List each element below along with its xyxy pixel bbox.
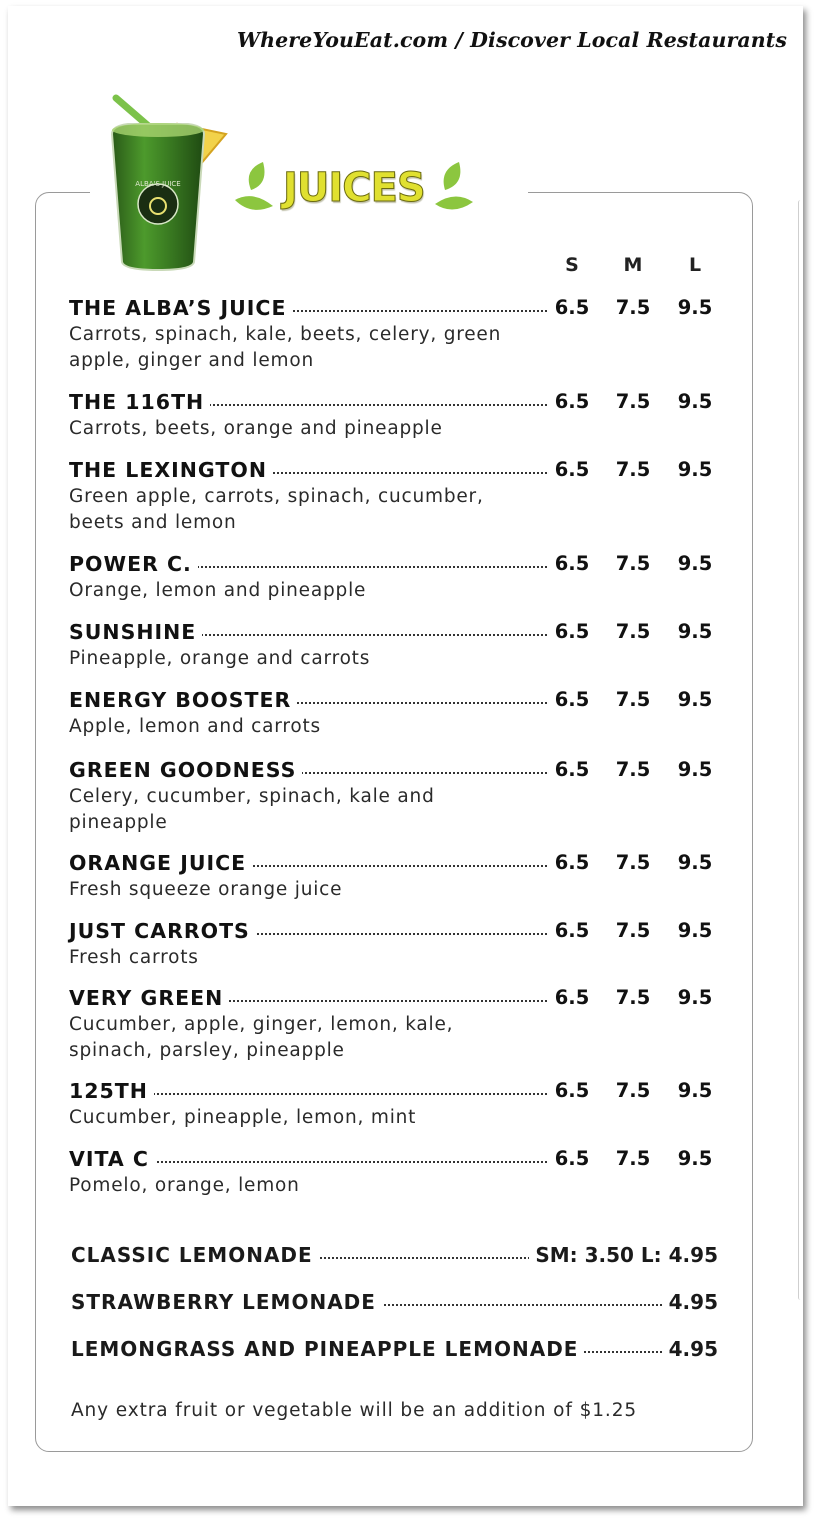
item-name: GREEN GOODNESS [69,758,302,782]
price-small: 6.5 [554,851,590,874]
menu-item [69,1147,719,1199]
menu-item [69,758,719,835]
lemonade-price: SM: 3.50 L: 4.95 [529,1243,718,1267]
menu-item-row [69,758,719,786]
item-description: Cucumber, pineapple, lemon, mint [69,1107,417,1128]
menu-item [69,390,719,442]
size-header-large: L [688,254,702,276]
price-large: 9.5 [677,919,713,942]
price-large: 9.5 [677,296,713,319]
lemonade-item [71,1243,718,1271]
lemonade-price: 4.95 [663,1290,718,1314]
item-description: Green apple, carrots, spinach, cucumber, beets and lemon [69,486,484,533]
item-description: Pineapple, orange and carrots [69,648,371,669]
menu-item-row [69,851,719,879]
item-description: Celery, cucumber, spinach, kale and pineapple [69,786,435,833]
menu-item [69,458,719,535]
price-medium: 7.5 [615,851,651,874]
item-name: THE LEXINGTON [69,458,273,482]
price-large: 9.5 [677,458,713,481]
menu-item [69,620,719,672]
menu-item-row [69,552,719,580]
price-large: 9.5 [677,758,713,781]
price-medium: 7.5 [615,552,651,575]
price-medium: 7.5 [615,390,651,413]
item-description: Orange, lemon and pineapple [69,580,367,601]
lemonade-name: LEMONGRASS AND PINEAPPLE LEMONADE [71,1337,584,1361]
price-large: 9.5 [677,688,713,711]
menu-item [69,986,719,1063]
lemonade-item [71,1337,718,1365]
menu-item-row [69,986,719,1014]
leaf-icon-right [433,160,475,216]
item-description: Cucumber, apple, ginger, lemon, kale, spinach, parsley, pineapple [69,1014,454,1061]
price-medium: 7.5 [615,620,651,643]
price-small: 6.5 [554,296,590,319]
menu-item-row [69,458,719,486]
price-small: 6.5 [554,1079,590,1102]
menu-item-row [69,688,719,716]
menu-item-row [69,296,719,324]
section-title-group [233,158,475,218]
item-description: Fresh carrots [69,947,199,968]
price-small: 6.5 [554,986,590,1009]
price-medium: 7.5 [615,688,651,711]
item-description: Carrots, spinach, kale, beets, celery, green apple, ginger and lemon [69,324,502,371]
menu-item [69,688,719,740]
price-medium: 7.5 [615,758,651,781]
price-small: 6.5 [554,620,590,643]
footnote: Any extra fruit or vegetable will be an addition of $1.25 [71,1400,638,1421]
site-header[interactable]: WhereYouEat.com / Discover Local Restaurants [237,28,787,52]
item-name: ORANGE JUICE [69,851,252,875]
menu-item [69,1079,719,1131]
item-name: POWER C. [69,552,198,576]
menu-item [69,919,719,971]
price-small: 6.5 [554,919,590,942]
item-name: VITA C [69,1147,155,1171]
next-page-edge [798,200,803,1300]
price-small: 6.5 [554,390,590,413]
price-large: 9.5 [677,620,713,643]
size-header-small: S [565,254,579,276]
item-name: THE ALBA’S JUICE [69,296,292,320]
menu-item-row [69,1079,719,1107]
price-medium: 7.5 [615,296,651,319]
price-large: 9.5 [677,552,713,575]
item-name: SUNSHINE [69,620,202,644]
price-small: 6.5 [554,688,590,711]
menu-item-row [69,919,719,947]
lemonade-name: CLASSIC LEMONADE [71,1243,319,1267]
menu-item [69,851,719,903]
lemonade-name: STRAWBERRY LEMONADE [71,1290,382,1314]
section-title: JUICES [283,165,425,211]
item-description: Pomelo, orange, lemon [69,1175,300,1196]
price-medium: 7.5 [615,1147,651,1170]
menu-item-row [69,390,719,418]
price-medium: 7.5 [615,986,651,1009]
menu-item [69,552,719,604]
item-description: Carrots, beets, orange and pineapple [69,418,443,439]
menu-item-row [69,620,719,648]
item-name: THE 116TH [69,390,210,414]
price-medium: 7.5 [615,458,651,481]
cup-logo-text: ALBA'S JUICE [135,180,181,188]
leaf-icon-left [233,160,275,216]
price-medium: 7.5 [615,919,651,942]
price-large: 9.5 [677,986,713,1009]
item-name: VERY GREEN [69,986,229,1010]
menu-item-row [69,1147,719,1175]
size-header-medium: M [623,254,643,276]
item-description: Fresh squeeze orange juice [69,879,343,900]
item-description: Apple, lemon and carrots [69,716,321,737]
price-small: 6.5 [554,758,590,781]
price-small: 6.5 [554,1147,590,1170]
menu-item [69,296,719,373]
price-large: 9.5 [677,390,713,413]
item-name: JUST CARROTS [69,919,256,943]
price-large: 9.5 [677,1147,713,1170]
lemonade-item [71,1290,718,1318]
item-name: ENERGY BOOSTER [69,688,297,712]
price-medium: 7.5 [615,1079,651,1102]
price-large: 9.5 [677,1079,713,1102]
price-small: 6.5 [554,552,590,575]
price-small: 6.5 [554,458,590,481]
item-name: 125TH [69,1079,154,1103]
juice-cup-image [108,94,242,274]
lemonade-price: 4.95 [663,1337,718,1361]
price-large: 9.5 [677,851,713,874]
